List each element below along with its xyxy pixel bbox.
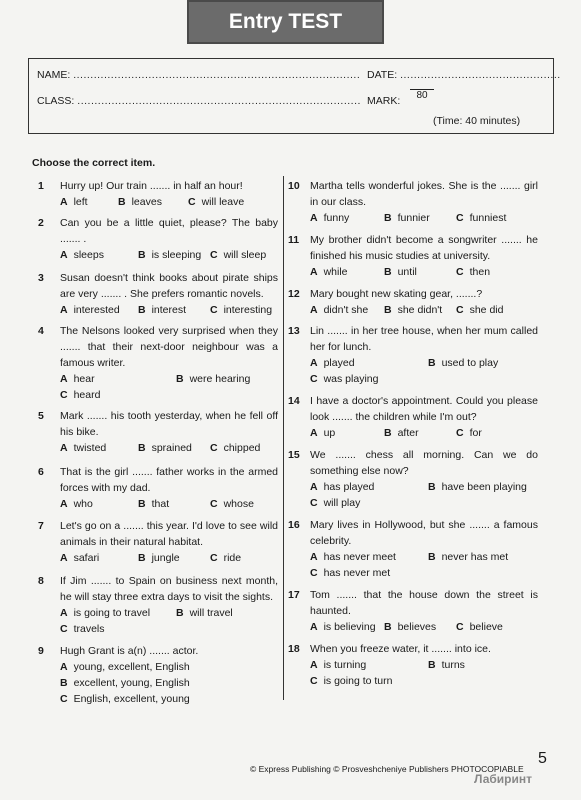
date-label: DATE: (367, 69, 398, 81)
date-dots: ............................................... (400, 69, 561, 81)
question-stem: Can you be a little quiet, please? The baby ....... . (60, 217, 278, 245)
option-text: jungle (151, 552, 180, 564)
page-number: 5 (538, 750, 547, 767)
option-letter: C (456, 621, 464, 633)
option-letter: A (60, 552, 68, 564)
name-dots: .................................................................................... (73, 69, 361, 81)
question-number: 9 (38, 645, 44, 657)
question-number: 7 (38, 520, 44, 532)
option-text: didn't she (323, 304, 369, 316)
question-stem: That is the girl ....... father works in the armed forces with my dad. (60, 466, 278, 494)
question-stem: Hurry up! Our train ....... in half an hour! (60, 180, 243, 192)
option-letter: A (60, 249, 68, 261)
class-label: CLASS: (37, 95, 75, 107)
option-letter: B (384, 212, 392, 224)
option-text: believe (469, 621, 503, 633)
option-text: English, excellent, young (73, 693, 190, 705)
options-row (310, 302, 538, 318)
option-text: is believing (323, 621, 376, 633)
option-letter: C (456, 304, 464, 316)
answer-option-c[interactable] (60, 691, 190, 707)
option-letter: C (456, 212, 464, 224)
option-text: hear (73, 373, 95, 385)
option-text: funnier (397, 212, 430, 224)
answer-option-c[interactable] (60, 387, 100, 403)
instructions: Choose the correct item. (32, 157, 156, 169)
question-stem: Mark ....... his tooth yesterday, when he fell off his bike. (60, 410, 278, 438)
answer-option-b[interactable] (384, 619, 436, 635)
question-6 (38, 464, 278, 512)
options-row (310, 657, 538, 673)
mark-fraction[interactable] (410, 81, 434, 101)
option-letter: C (210, 498, 218, 510)
option-letter: C (456, 427, 464, 439)
question-stem: Hugh Grant is a(n) ....... actor. (60, 645, 199, 657)
option-text: she didn't (397, 304, 443, 316)
answer-option-b[interactable] (428, 355, 498, 371)
option-text: whose (223, 498, 254, 510)
option-letter: B (138, 552, 146, 564)
option-letter: B (138, 442, 146, 454)
question-number: 10 (288, 180, 300, 192)
watermark-logo: Лабиринт (474, 772, 533, 786)
question-stem: Mary lives in Hollywood, but she ....... a famous celebrity. (310, 519, 538, 547)
options-row (60, 691, 278, 707)
answer-option-a[interactable] (310, 210, 349, 226)
copyright-footer: © Express Publishing © Prosveshcheniye Publishers PHOTOCOPIABLE (250, 764, 524, 774)
option-text: used to play (441, 357, 499, 369)
option-letter: A (60, 442, 68, 454)
time-note: (Time: 40 minutes) (433, 115, 521, 127)
option-letter: B (384, 266, 392, 278)
name-field[interactable] (37, 69, 360, 81)
question-number: 12 (288, 288, 300, 300)
question-11 (288, 232, 538, 280)
answer-option-c[interactable] (310, 673, 392, 689)
option-text: will leave (201, 196, 245, 208)
option-text: has played (323, 481, 375, 493)
question-13 (288, 323, 538, 387)
option-text: is going to travel (73, 607, 151, 619)
option-text: ride (223, 552, 242, 564)
option-text: funniest (469, 212, 507, 224)
option-letter: C (210, 442, 218, 454)
option-text: then (469, 266, 491, 278)
question-number: 5 (38, 410, 44, 422)
option-letter: A (310, 266, 318, 278)
question-10 (288, 178, 538, 226)
option-text: believes (397, 621, 437, 633)
option-letter: A (60, 304, 68, 316)
class-field[interactable] (37, 95, 361, 107)
option-text: heard (73, 389, 101, 401)
question-16 (288, 517, 538, 581)
answer-option-c[interactable] (456, 425, 482, 441)
answer-option-b[interactable] (384, 425, 419, 441)
question-stem: I have a doctor's appointment. Could you please look ....... the children while I'm out? (310, 395, 538, 423)
question-14 (288, 393, 538, 441)
answer-option-b[interactable] (138, 302, 186, 318)
question-number: 1 (38, 180, 44, 192)
question-number: 16 (288, 519, 300, 531)
answer-option-b[interactable] (384, 210, 430, 226)
question-3 (38, 270, 278, 318)
option-letter: C (456, 266, 464, 278)
answer-option-c[interactable] (60, 621, 105, 637)
answer-option-c[interactable] (210, 550, 241, 566)
answer-option-c[interactable] (210, 247, 266, 263)
options-row (60, 371, 278, 387)
option-text: never has met (441, 551, 509, 563)
answer-option-c[interactable] (456, 264, 490, 280)
answer-option-c[interactable] (456, 210, 506, 226)
option-letter: B (384, 621, 392, 633)
option-text: chipped (223, 442, 261, 454)
answer-option-c[interactable] (310, 565, 390, 581)
option-text: were hearing (189, 373, 251, 385)
option-letter: B (384, 304, 392, 316)
question-number: 4 (38, 325, 44, 337)
answer-option-b[interactable] (138, 440, 192, 456)
option-letter: A (60, 661, 68, 673)
question-4 (38, 323, 278, 403)
question-number: 14 (288, 395, 300, 407)
options-row (310, 619, 538, 635)
option-text: was playing (323, 373, 379, 385)
question-number: 15 (288, 449, 300, 461)
question-stem: My brother didn't become a songwriter ....... he finished his music studies at university. (310, 234, 538, 262)
date-field[interactable] (367, 69, 561, 81)
answer-option-a[interactable] (310, 302, 368, 318)
option-letter: A (310, 659, 318, 671)
option-text: is going to turn (323, 675, 393, 687)
option-letter: A (310, 621, 318, 633)
question-5 (38, 408, 278, 456)
answer-option-c[interactable] (456, 619, 503, 635)
question-number: 2 (38, 217, 44, 229)
options-row (310, 673, 538, 689)
question-stem: Susan doesn't think books about pirate ships are very ....... . She prefers romantic novels. (60, 272, 278, 300)
option-text: is turning (323, 659, 367, 671)
name-label: NAME: (37, 69, 71, 81)
question-stem: When you freeze water, it ....... into ice. (310, 643, 491, 655)
question-stem: Lin ....... in her tree house, when her mum called her for lunch. (310, 325, 538, 353)
answer-option-c[interactable] (188, 194, 244, 210)
option-text: interested (73, 304, 120, 316)
option-text: while (323, 266, 348, 278)
options-row (310, 210, 538, 226)
answer-option-b[interactable] (384, 302, 442, 318)
option-text: turns (441, 659, 465, 671)
option-letter: A (60, 607, 68, 619)
answer-option-a[interactable] (60, 496, 93, 512)
option-letter: C (188, 196, 196, 208)
answer-option-c[interactable] (310, 495, 360, 511)
option-text: up (323, 427, 336, 439)
answer-option-a[interactable] (310, 549, 396, 565)
answer-option-a[interactable] (60, 371, 95, 387)
question-stem: Tom ....... that the house down the street is haunted. (310, 589, 538, 617)
option-letter: B (176, 373, 184, 385)
option-text: twisted (73, 442, 107, 454)
option-letter: B (428, 357, 436, 369)
question-number: 17 (288, 589, 300, 601)
options-row (310, 549, 538, 565)
options-row (60, 387, 278, 403)
option-text: interest (151, 304, 187, 316)
options-row (310, 479, 538, 495)
option-text: played (323, 357, 355, 369)
question-number: 3 (38, 272, 44, 284)
option-letter: A (60, 196, 68, 208)
options-row (310, 264, 538, 280)
option-text: travels (73, 623, 105, 635)
answer-option-b[interactable] (428, 549, 508, 565)
option-letter: B (428, 551, 436, 563)
question-8 (38, 573, 278, 637)
option-letter: A (60, 373, 68, 385)
option-text: sprained (151, 442, 192, 454)
option-text: will sleep (223, 249, 267, 261)
answer-option-a[interactable] (310, 264, 348, 280)
answer-option-c[interactable] (210, 496, 254, 512)
column-divider (283, 176, 284, 700)
option-letter: C (310, 567, 318, 579)
option-letter: A (310, 481, 318, 493)
answer-option-c[interactable] (210, 302, 272, 318)
option-text: sleeps (73, 249, 104, 261)
option-text: will play (323, 497, 361, 509)
options-row (60, 659, 278, 675)
answer-option-b[interactable] (138, 247, 201, 263)
option-letter: B (138, 498, 146, 510)
option-letter: C (60, 693, 68, 705)
answer-option-b[interactable] (118, 194, 162, 210)
answer-option-a[interactable] (310, 479, 374, 495)
question-stem: We ....... chess all morning. Can we do something else now? (310, 449, 538, 477)
answer-option-c[interactable] (310, 371, 378, 387)
option-letter: A (310, 427, 318, 439)
answer-option-a[interactable] (310, 657, 366, 673)
question-stem: Mary bought new skating gear, .......? (310, 288, 483, 300)
option-letter: C (210, 304, 218, 316)
option-letter: C (310, 675, 318, 687)
options-row (60, 302, 278, 318)
option-letter: B (428, 659, 436, 671)
option-letter: B (176, 607, 184, 619)
answer-option-a[interactable] (60, 550, 99, 566)
option-letter: B (428, 481, 436, 493)
options-row (60, 496, 278, 512)
question-stem: Let's go on a ....... this year. I'd love to see wild animals in their natural habitat. (60, 520, 278, 548)
option-letter: B (60, 677, 68, 689)
option-text: that (151, 498, 170, 510)
option-letter: A (310, 304, 318, 316)
options-row (60, 550, 278, 566)
option-text: interesting (223, 304, 273, 316)
question-15 (288, 447, 538, 511)
option-letter: A (60, 498, 68, 510)
option-text: has never meet (323, 551, 396, 563)
option-letter: C (210, 552, 218, 564)
option-letter: B (138, 304, 146, 316)
options-row (310, 495, 538, 511)
answer-option-c[interactable] (456, 302, 503, 318)
question-9 (38, 643, 278, 707)
options-row (60, 605, 278, 621)
answer-option-b[interactable] (138, 550, 180, 566)
answer-option-a[interactable] (60, 302, 120, 318)
answer-option-a[interactable] (60, 659, 190, 675)
question-17 (288, 587, 538, 635)
option-text: who (73, 498, 93, 510)
question-stem: Martha tells wonderful jokes. She is the ....... girl in our class. (310, 180, 538, 208)
class-dots: ................................................................................... (77, 95, 361, 107)
question-stem: If Jim ....... to Spain on business next month, he will stay three extra days to visit the sights. (60, 575, 278, 603)
options-row (60, 194, 278, 210)
question-1 (38, 178, 278, 210)
option-letter: B (138, 249, 146, 261)
option-letter: A (310, 212, 318, 224)
answer-option-b[interactable] (60, 675, 190, 691)
answer-option-a[interactable] (310, 425, 335, 441)
answer-option-a[interactable] (310, 355, 355, 371)
option-text: has never met (323, 567, 391, 579)
options-row (60, 675, 278, 691)
answer-option-b[interactable] (428, 657, 465, 673)
question-number: 8 (38, 575, 44, 587)
option-letter: C (310, 497, 318, 509)
answer-option-b[interactable] (176, 371, 250, 387)
question-number: 18 (288, 643, 300, 655)
option-text: left (73, 196, 88, 208)
answer-option-a[interactable] (310, 619, 376, 635)
option-text: excellent, young, English (73, 677, 190, 689)
options-row (310, 565, 538, 581)
mark-label: MARK: (367, 95, 401, 107)
option-text: she did (469, 304, 504, 316)
answer-option-b[interactable] (138, 496, 169, 512)
question-18 (288, 641, 538, 689)
option-letter: C (60, 389, 68, 401)
answer-option-c[interactable] (210, 440, 260, 456)
option-text: have been playing (441, 481, 527, 493)
option-letter: C (310, 373, 318, 385)
options-row (310, 371, 538, 387)
answer-option-a[interactable] (60, 605, 150, 621)
answer-option-a[interactable] (60, 440, 106, 456)
option-text: leaves (131, 196, 162, 208)
option-letter: B (384, 427, 392, 439)
question-12 (288, 286, 538, 318)
question-7 (38, 518, 278, 566)
mark-total: 80 (416, 90, 428, 101)
option-letter: C (60, 623, 68, 635)
option-text: until (397, 266, 417, 278)
question-stem: The Nelsons looked very surprised when they ....... that their next-door neighbour was a famous writer. (60, 325, 278, 369)
student-info-box (28, 58, 561, 134)
answer-option-b[interactable] (384, 264, 417, 280)
option-letter: C (210, 249, 218, 261)
options-row (60, 440, 278, 456)
question-number: 13 (288, 325, 300, 337)
answer-option-a[interactable] (60, 194, 88, 210)
option-text: is sleeping (151, 249, 202, 261)
option-letter: A (310, 357, 318, 369)
answer-option-b[interactable] (428, 479, 527, 495)
option-letter: A (310, 551, 318, 563)
test-title: Entry TEST (187, 0, 384, 44)
options-row (60, 621, 278, 637)
options-row (310, 425, 538, 441)
option-text: funny (323, 212, 350, 224)
question-2 (38, 215, 278, 263)
question-number: 6 (38, 466, 44, 478)
option-text: after (397, 427, 419, 439)
question-number: 11 (288, 234, 300, 246)
option-text: for (469, 427, 482, 439)
options-row (60, 247, 278, 263)
answer-option-b[interactable] (176, 605, 233, 621)
option-text: will travel (189, 607, 233, 619)
answer-option-a[interactable] (60, 247, 104, 263)
option-text: safari (73, 552, 100, 564)
option-text: young, excellent, English (73, 661, 190, 673)
options-row (310, 355, 538, 371)
option-letter: B (118, 196, 126, 208)
